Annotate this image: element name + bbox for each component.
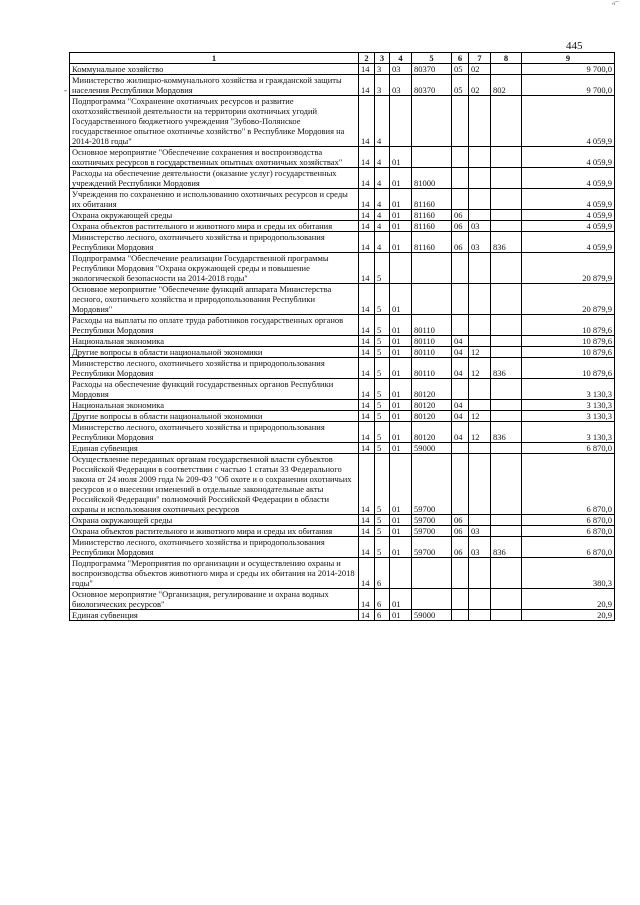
- row-code-6: 06: [452, 537, 469, 558]
- row-name: Расходы на выплаты по оплате труда работников государственных органов Республики Мордовия: [70, 315, 359, 336]
- row-code-8: [491, 96, 522, 147]
- row-code-7: [469, 315, 491, 336]
- row-code-4: 01: [390, 358, 412, 379]
- row-code-8: 836: [491, 358, 522, 379]
- row-amount: 4 059,9: [522, 232, 615, 253]
- row-code-4: [390, 96, 412, 147]
- row-code-8: [491, 336, 522, 347]
- table-row: [70, 147, 615, 168]
- row-amount: 10 879,6: [522, 358, 615, 379]
- row-code-8: [491, 168, 522, 189]
- row-code-6: 04: [452, 400, 469, 411]
- row-code-4: 01: [390, 315, 412, 336]
- row-code-5: 81160: [412, 232, 452, 253]
- row-code-5: 59700: [412, 515, 452, 526]
- margin-tick: -: [64, 85, 67, 95]
- row-code-5: 80120: [412, 422, 452, 443]
- row-code-2: 14: [359, 168, 375, 189]
- header-col-3: 3: [375, 53, 390, 64]
- row-name: Учреждения по сохранению и использованию охотничьих ресурсов и среды их обитания: [70, 189, 359, 210]
- row-code-6: [452, 253, 469, 284]
- row-code-3: 4: [375, 232, 390, 253]
- table-row: [70, 232, 615, 253]
- table-row: [70, 411, 615, 422]
- row-code-5: 80120: [412, 379, 452, 400]
- row-code-3: 5: [375, 411, 390, 422]
- row-code-2: 14: [359, 75, 375, 96]
- row-code-8: [491, 210, 522, 221]
- row-code-2: 14: [359, 96, 375, 147]
- row-code-6: 04: [452, 336, 469, 347]
- table-row: [70, 96, 615, 147]
- row-code-5: 81160: [412, 189, 452, 210]
- row-code-3: 5: [375, 400, 390, 411]
- row-name: Другие вопросы в области национальной экономики: [70, 411, 359, 422]
- row-code-8: [491, 189, 522, 210]
- row-code-7: [469, 558, 491, 589]
- row-code-6: [452, 379, 469, 400]
- row-amount: 6 870,0: [522, 526, 615, 537]
- table-row: [70, 75, 615, 96]
- row-code-5: [412, 558, 452, 589]
- row-code-2: 14: [359, 526, 375, 537]
- row-name: Основное мероприятие "Организация, регулирование и охрана водных биологических ресурсов": [70, 589, 359, 610]
- row-code-6: [452, 610, 469, 621]
- row-name: Единая субвенция: [70, 610, 359, 621]
- row-code-3: 4: [375, 210, 390, 221]
- row-code-2: 14: [359, 336, 375, 347]
- row-code-6: 04: [452, 411, 469, 422]
- row-code-2: 14: [359, 610, 375, 621]
- row-code-3: 3: [375, 64, 390, 75]
- row-code-7: 03: [469, 526, 491, 537]
- header-col-7: 7: [469, 53, 491, 64]
- table-row: [70, 443, 615, 454]
- row-amount: 380,3: [522, 558, 615, 589]
- row-code-4: 01: [390, 443, 412, 454]
- row-code-8: [491, 315, 522, 336]
- row-code-8: [491, 347, 522, 358]
- row-code-7: 12: [469, 347, 491, 358]
- row-code-5: 81160: [412, 210, 452, 221]
- row-code-2: 14: [359, 558, 375, 589]
- row-amount: 20 879,9: [522, 284, 615, 315]
- row-code-4: 01: [390, 379, 412, 400]
- table-row: [70, 379, 615, 400]
- row-name: Основное мероприятие "Обеспечение сохранения и воспроизводства охотничьих ресурсов в государственных опытных охотничьих хозяйствах": [70, 147, 359, 168]
- row-code-4: [390, 558, 412, 589]
- row-code-7: [469, 589, 491, 610]
- row-code-8: [491, 610, 522, 621]
- row-code-7: [469, 336, 491, 347]
- table-row: [70, 589, 615, 610]
- row-code-6: 05: [452, 75, 469, 96]
- row-code-8: [491, 411, 522, 422]
- row-code-5: 59700: [412, 537, 452, 558]
- header-col-8: 8: [491, 53, 522, 64]
- row-code-4: 01: [390, 168, 412, 189]
- row-code-3: 5: [375, 443, 390, 454]
- row-amount: 6 870,0: [522, 454, 615, 515]
- row-name: Национальная экономика: [70, 400, 359, 411]
- row-code-5: 80110: [412, 336, 452, 347]
- row-code-3: 4: [375, 189, 390, 210]
- row-code-6: [452, 147, 469, 168]
- row-code-6: 06: [452, 221, 469, 232]
- row-code-8: [491, 284, 522, 315]
- row-name: Национальная экономика: [70, 336, 359, 347]
- row-name: Охрана окружающей среды: [70, 210, 359, 221]
- row-code-7: [469, 610, 491, 621]
- row-name: Охрана окружающей среды: [70, 515, 359, 526]
- row-code-6: [452, 315, 469, 336]
- table-body: [70, 64, 615, 621]
- row-code-5: 80110: [412, 358, 452, 379]
- table-row: [70, 64, 615, 75]
- row-code-3: 3: [375, 75, 390, 96]
- row-code-6: [452, 454, 469, 515]
- row-amount: 6 870,0: [522, 537, 615, 558]
- row-amount: 3 130,3: [522, 422, 615, 443]
- row-code-3: 4: [375, 168, 390, 189]
- row-code-7: 02: [469, 64, 491, 75]
- row-code-8: [491, 454, 522, 515]
- row-code-5: [412, 96, 452, 147]
- row-code-4: 03: [390, 64, 412, 75]
- row-code-8: 836: [491, 422, 522, 443]
- row-amount: 3 130,3: [522, 411, 615, 422]
- row-code-3: 5: [375, 422, 390, 443]
- row-name: Расходы на обеспечение деятельности (оказание услуг) государственных учреждений Республики Мордовия: [70, 168, 359, 189]
- table-row: [70, 336, 615, 347]
- row-amount: 4 059,9: [522, 168, 615, 189]
- row-code-8: [491, 379, 522, 400]
- row-code-6: [452, 443, 469, 454]
- table-row: [70, 168, 615, 189]
- row-name: Расходы на обеспечение функций государственных органов Республики Мордовия: [70, 379, 359, 400]
- row-code-2: 14: [359, 147, 375, 168]
- row-code-8: [491, 64, 522, 75]
- row-name: Осуществление переданных органам государственной власти субъектов Российской Федерации в соответствии с частью 1 статьи 33 Федерального закона от 24 июля 2009 года № 209-ФЗ "Об охоте и о сохранении охотничьих ресурсов и о внесении изменений в отдельные законодательные акты Российской Федерации" полномочий Российской Федерации в области охраны и использования охотничьих ресурсов: [70, 454, 359, 515]
- row-code-8: 802: [491, 75, 522, 96]
- row-code-6: [452, 284, 469, 315]
- row-code-6: [452, 96, 469, 147]
- row-code-2: 14: [359, 454, 375, 515]
- table-row: [70, 454, 615, 515]
- row-code-8: [491, 221, 522, 232]
- row-code-2: 14: [359, 379, 375, 400]
- row-code-2: 14: [359, 189, 375, 210]
- row-code-3: 6: [375, 589, 390, 610]
- row-code-5: 80370: [412, 64, 452, 75]
- row-code-6: 06: [452, 232, 469, 253]
- row-name: Министерство лесного, охотничьего хозяйства и природопользования Республики Мордовия: [70, 537, 359, 558]
- row-code-5: 81000: [412, 168, 452, 189]
- row-amount: 20,9: [522, 589, 615, 610]
- row-code-3: 6: [375, 610, 390, 621]
- header-col-9: 9: [522, 53, 615, 64]
- table-row: [70, 189, 615, 210]
- row-code-2: 14: [359, 221, 375, 232]
- row-code-8: [491, 443, 522, 454]
- row-code-5: [412, 284, 452, 315]
- row-code-5: 59000: [412, 610, 452, 621]
- table-row: [70, 221, 615, 232]
- row-code-6: 06: [452, 210, 469, 221]
- row-code-5: 81160: [412, 221, 452, 232]
- row-code-7: [469, 443, 491, 454]
- row-code-7: [469, 379, 491, 400]
- row-code-3: 5: [375, 336, 390, 347]
- header-col-2: 2: [359, 53, 375, 64]
- row-code-5: 80110: [412, 347, 452, 358]
- row-code-3: 5: [375, 454, 390, 515]
- row-name: Основное мероприятие "Обеспечение функций аппарата Министерства лесного, охотничьего хозяйства и природопользования Республики Мордовия": [70, 284, 359, 315]
- row-code-5: 59700: [412, 526, 452, 537]
- row-code-4: 01: [390, 610, 412, 621]
- row-code-6: [452, 558, 469, 589]
- header-col-4: 4: [390, 53, 412, 64]
- table-row: [70, 253, 615, 284]
- row-code-2: 14: [359, 284, 375, 315]
- row-code-8: [491, 526, 522, 537]
- row-name: Министерство жилищно-коммунального хозяйства и гражданской защиты населения Республики Мордовия: [70, 75, 359, 96]
- row-code-7: [469, 454, 491, 515]
- row-amount: 4 059,9: [522, 189, 615, 210]
- row-name: Министерство лесного, охотничьего хозяйства и природопользования Республики Мордовия: [70, 422, 359, 443]
- row-name: Подпрограмма "Сохранение охотничьих ресурсов и развитие охотхозяйственной деятельности на территории охотничьих угодий Государственного бюджетного учреждения "Зубово-Полянское государственное опытное охотничье хозяйство" в Республике Мордовия на 2014-2018 годы": [70, 96, 359, 147]
- row-code-7: 03: [469, 232, 491, 253]
- row-code-6: [452, 189, 469, 210]
- row-code-7: 12: [469, 358, 491, 379]
- row-name: Единая субвенция: [70, 443, 359, 454]
- row-code-5: [412, 147, 452, 168]
- row-code-4: 01: [390, 400, 412, 411]
- row-code-4: 01: [390, 515, 412, 526]
- row-code-7: [469, 168, 491, 189]
- row-code-4: 01: [390, 221, 412, 232]
- row-code-7: 03: [469, 221, 491, 232]
- row-code-5: 80370: [412, 75, 452, 96]
- row-code-5: 80110: [412, 315, 452, 336]
- scan-mark: “‾‾: [612, 1, 618, 10]
- row-code-2: 14: [359, 589, 375, 610]
- row-code-7: [469, 147, 491, 168]
- row-amount: 4 059,9: [522, 147, 615, 168]
- row-code-8: [491, 558, 522, 589]
- table-row: [70, 515, 615, 526]
- row-code-7: [469, 515, 491, 526]
- table-row: [70, 526, 615, 537]
- row-amount: 9 700,0: [522, 64, 615, 75]
- row-code-4: 01: [390, 210, 412, 221]
- row-code-3: 5: [375, 379, 390, 400]
- row-amount: 20 879,9: [522, 253, 615, 284]
- row-code-8: 836: [491, 537, 522, 558]
- row-code-7: [469, 253, 491, 284]
- row-code-8: 836: [491, 232, 522, 253]
- row-amount: 20,9: [522, 610, 615, 621]
- row-code-6: [452, 168, 469, 189]
- row-code-3: 5: [375, 347, 390, 358]
- row-code-4: 01: [390, 411, 412, 422]
- table-row: [70, 315, 615, 336]
- row-code-3: 4: [375, 221, 390, 232]
- row-amount: 3 130,3: [522, 400, 615, 411]
- row-code-7: 02: [469, 75, 491, 96]
- row-code-7: [469, 400, 491, 411]
- row-code-5: [412, 589, 452, 610]
- row-code-7: [469, 189, 491, 210]
- row-amount: 6 870,0: [522, 515, 615, 526]
- row-code-2: 14: [359, 64, 375, 75]
- row-code-6: 05: [452, 64, 469, 75]
- header-col-6: 6: [452, 53, 469, 64]
- row-code-4: 03: [390, 75, 412, 96]
- row-amount: 9 700,0: [522, 75, 615, 96]
- row-code-3: 5: [375, 515, 390, 526]
- row-code-7: 12: [469, 411, 491, 422]
- row-code-6: 04: [452, 422, 469, 443]
- table-row: [70, 358, 615, 379]
- row-code-4: 01: [390, 189, 412, 210]
- row-code-6: 06: [452, 515, 469, 526]
- row-amount: 10 879,6: [522, 315, 615, 336]
- row-code-8: [491, 253, 522, 284]
- row-code-2: 14: [359, 315, 375, 336]
- row-code-3: 4: [375, 147, 390, 168]
- row-code-2: 14: [359, 443, 375, 454]
- row-code-3: 5: [375, 358, 390, 379]
- table-row: [70, 558, 615, 589]
- row-code-4: 01: [390, 454, 412, 515]
- row-code-2: 14: [359, 232, 375, 253]
- row-code-7: [469, 96, 491, 147]
- header-col-5: 5: [412, 53, 452, 64]
- row-name: Подпрограмма "Мероприятия по организации и осуществлению охраны и воспроизводства объектов животного мира и среды их обитания на 2014-2018 годы": [70, 558, 359, 589]
- row-amount: 6 870,0: [522, 443, 615, 454]
- row-code-4: 01: [390, 526, 412, 537]
- row-amount: 10 879,6: [522, 347, 615, 358]
- row-code-3: 5: [375, 315, 390, 336]
- row-amount: 4 059,9: [522, 221, 615, 232]
- row-code-3: 5: [375, 537, 390, 558]
- row-code-4: [390, 253, 412, 284]
- row-code-2: 14: [359, 515, 375, 526]
- row-code-8: [491, 515, 522, 526]
- row-name: Министерство лесного, охотничьего хозяйства и природопользования Республики Мордовия: [70, 358, 359, 379]
- row-code-6: 06: [452, 526, 469, 537]
- table-row: [70, 284, 615, 315]
- row-code-8: [491, 147, 522, 168]
- row-code-2: 14: [359, 253, 375, 284]
- header-col-1: 1: [70, 53, 359, 64]
- table-row: [70, 537, 615, 558]
- row-code-4: 01: [390, 336, 412, 347]
- row-code-4: 01: [390, 232, 412, 253]
- row-amount: 4 059,9: [522, 210, 615, 221]
- table-row: [70, 400, 615, 411]
- row-code-2: 14: [359, 400, 375, 411]
- row-name: Министерство лесного, охотничьего хозяйства и природопользования Республики Мордовия: [70, 232, 359, 253]
- row-code-5: 80120: [412, 411, 452, 422]
- page-number: 445: [566, 40, 583, 52]
- row-code-7: 03: [469, 537, 491, 558]
- row-code-7: [469, 284, 491, 315]
- row-code-4: 01: [390, 347, 412, 358]
- row-code-3: 5: [375, 284, 390, 315]
- row-code-5: 59700: [412, 454, 452, 515]
- table-row: [70, 610, 615, 621]
- row-code-3: 5: [375, 253, 390, 284]
- table-row: [70, 422, 615, 443]
- row-amount: 4 059,9: [522, 96, 615, 147]
- row-code-5: 59000: [412, 443, 452, 454]
- row-code-2: 14: [359, 210, 375, 221]
- row-code-7: [469, 210, 491, 221]
- row-name: Охрана объектов растительного и животного мира и среды их обитания: [70, 526, 359, 537]
- row-code-7: 12: [469, 422, 491, 443]
- row-code-3: 4: [375, 96, 390, 147]
- row-code-2: 14: [359, 422, 375, 443]
- row-name: Подпрограмма "Обеспечение реализации Государственной программы Республики Мордовия "Охрана окружающей среды и повышение экологической безопасности на 2014-2018 годы": [70, 253, 359, 284]
- row-code-2: 14: [359, 347, 375, 358]
- table-row: [70, 347, 615, 358]
- row-code-2: 14: [359, 411, 375, 422]
- table-row: [70, 210, 615, 221]
- row-amount: 10 879,6: [522, 336, 615, 347]
- row-code-5: [412, 253, 452, 284]
- row-code-5: 80120: [412, 400, 452, 411]
- row-code-4: 01: [390, 589, 412, 610]
- row-code-3: 5: [375, 526, 390, 537]
- row-code-4: 01: [390, 422, 412, 443]
- row-code-8: [491, 589, 522, 610]
- row-name: Другие вопросы в области национальной экономики: [70, 347, 359, 358]
- table-header-row: [70, 53, 615, 64]
- row-amount: 3 130,3: [522, 379, 615, 400]
- row-code-4: 01: [390, 147, 412, 168]
- row-name: Коммунальное хозяйство: [70, 64, 359, 75]
- row-code-8: [491, 400, 522, 411]
- budget-table: [69, 52, 615, 621]
- row-name: Охрана объектов растительного и животного мира и среды их обитания: [70, 221, 359, 232]
- row-code-6: [452, 589, 469, 610]
- row-code-2: 14: [359, 537, 375, 558]
- row-code-4: 01: [390, 537, 412, 558]
- row-code-3: 6: [375, 558, 390, 589]
- row-code-4: 01: [390, 284, 412, 315]
- row-code-6: 04: [452, 358, 469, 379]
- row-code-6: 04: [452, 347, 469, 358]
- row-code-2: 14: [359, 358, 375, 379]
